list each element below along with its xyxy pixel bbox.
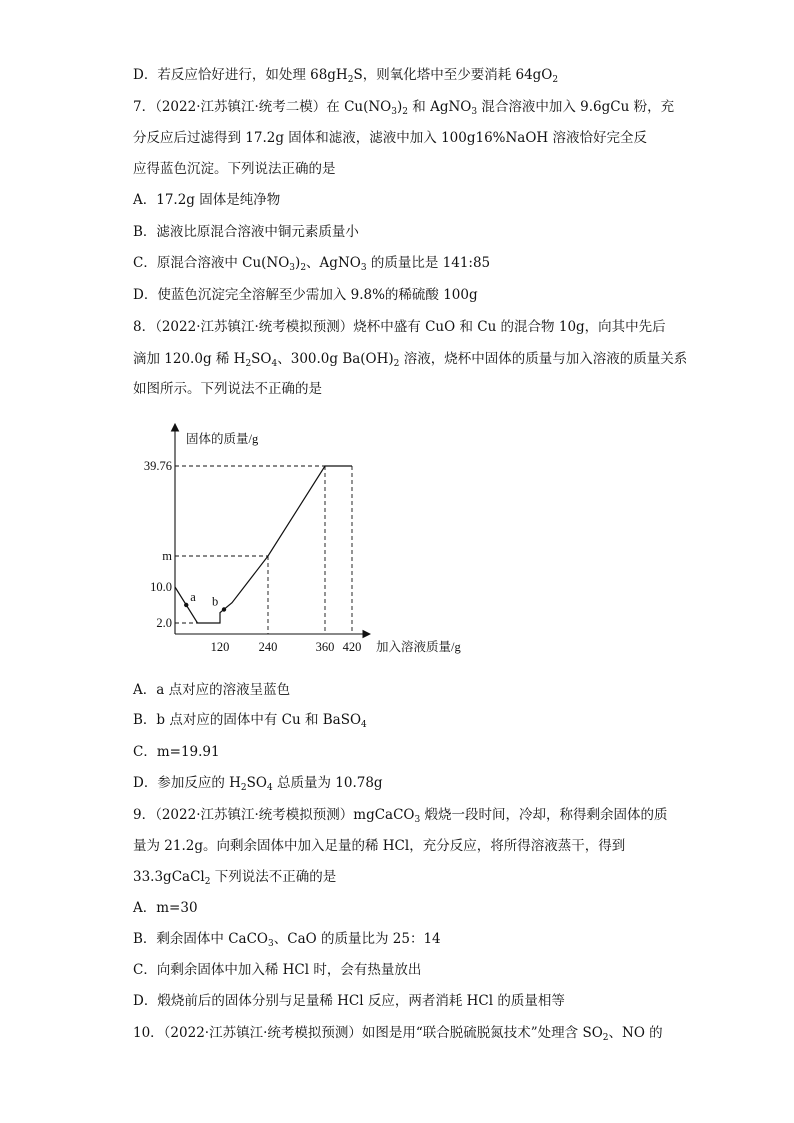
q9-stem-line3: 33.3gCaCl$_2$ 下列说法不正确的是 — [133, 869, 337, 887]
q7-option-a: A．17.2g 固体是纯净物 — [133, 192, 281, 208]
series-line — [175, 466, 352, 623]
q9-option-b: B．剩余固体中 CaCO$_3$、CaO 的质量比为 25：14 — [133, 931, 441, 949]
q7-stem-line3: 应得蓝色沉淀。下列说法正确的是 — [133, 161, 336, 177]
q7-option-b: B．滤液比原混合溶液中铜元素质量小 — [133, 224, 359, 240]
x-tick-label: 120 — [210, 640, 230, 654]
q8-stem-line3: 如图所示。下列说法不正确的是 — [133, 381, 322, 397]
q7-stem-line2: 分反应后过滤得到 17.2g 固体和滤液，滤液中加入 100g16%NaOH 溶液恰好完全反 — [133, 130, 647, 146]
x-tick-label: 240 — [258, 640, 278, 654]
y-axis-label: 固体的质量/g — [186, 432, 259, 446]
q8-option-d: D．参加反应的 $H_2SO_4$ 总质量为 10.78g — [133, 775, 383, 793]
y-tick-label: 2.0 — [156, 616, 172, 630]
point-a — [184, 603, 188, 607]
q9-option-a: A．m=30 — [133, 900, 198, 916]
q7-option-c: C．原混合溶液中 $Cu(NO_3)_2$、AgNO$_3$ 的质量比是 141:85 — [133, 255, 491, 273]
point-label-b: b — [212, 594, 219, 609]
point-b — [222, 607, 226, 611]
y-tick-label: 10.0 — [150, 580, 172, 594]
q8-option-b: B．b 点对应的固体中有 Cu 和 BaSO$_4$ — [133, 712, 367, 730]
y-tick-label: 39.76 — [143, 459, 172, 473]
point-label-a: a — [190, 590, 196, 604]
q9-stem-line1: 9．（2022·江苏镇江·统考模拟预测）mgCaCO$_3$ 煅烧一段时间，冷却，称得剩余固体的质 — [133, 807, 668, 825]
q6-option-d: D．若反应恰好进行，如处理 $68gH_2S$，则氧化塔中至少要消耗 $64gO_2$ — [133, 67, 559, 85]
q8-option-a: A．a 点对应的溶液呈蓝色 — [133, 682, 291, 698]
x-tick-label: 360 — [315, 640, 335, 654]
q10-stem-line1: 10．（2022·江苏镇江·统考模拟预测）如图是用“联合脱硫脱氮技术”处理含 $SO_2$、NO 的 — [133, 1025, 663, 1043]
q8-option-c: C．m=19.91 — [133, 744, 220, 760]
x-axis-label: 加入溶液质量/g — [376, 640, 461, 654]
q9-option-c: C．向剩余固体中加入稀 HCl 时，会有热量放出 — [133, 962, 422, 978]
q9-stem-line2: 量为 21.2g。向剩余固体中加入足量的稀 HCl，充分反应，将所得溶液蒸干，得到 — [133, 838, 626, 854]
q7-option-d: D．使蓝色沉淀完全溶解至少需加入 9.8%的稀硫酸 100g — [133, 287, 478, 303]
q8-stem-line2: 滴加 120.0g 稀 $H_2SO_4$、300.0g $Ba(OH)_2$ 溶液，烧杯中固体的质量与加入溶液的质量关系 — [133, 351, 688, 369]
q9-option-d: D．煅烧前后的固体分别与足量稀 HCl 反应，两者消耗 HCl 的质量相等 — [133, 993, 565, 1009]
q7-stem-line1: 7．（2022·江苏镇江·统考二模）在 $Cu(NO_3)_2$ 和 AgNO$_3$ 混合溶液中加入 9.6gCu 粉，充 — [133, 99, 675, 117]
q8-stem-line1: 8．（2022·江苏镇江·统考模拟预测）烧杯中盛有 CuO 和 Cu 的混合物 10g，向其中先后 — [133, 319, 666, 335]
y-tick-label: m — [162, 549, 172, 563]
x-tick-label: 420 — [342, 640, 362, 654]
